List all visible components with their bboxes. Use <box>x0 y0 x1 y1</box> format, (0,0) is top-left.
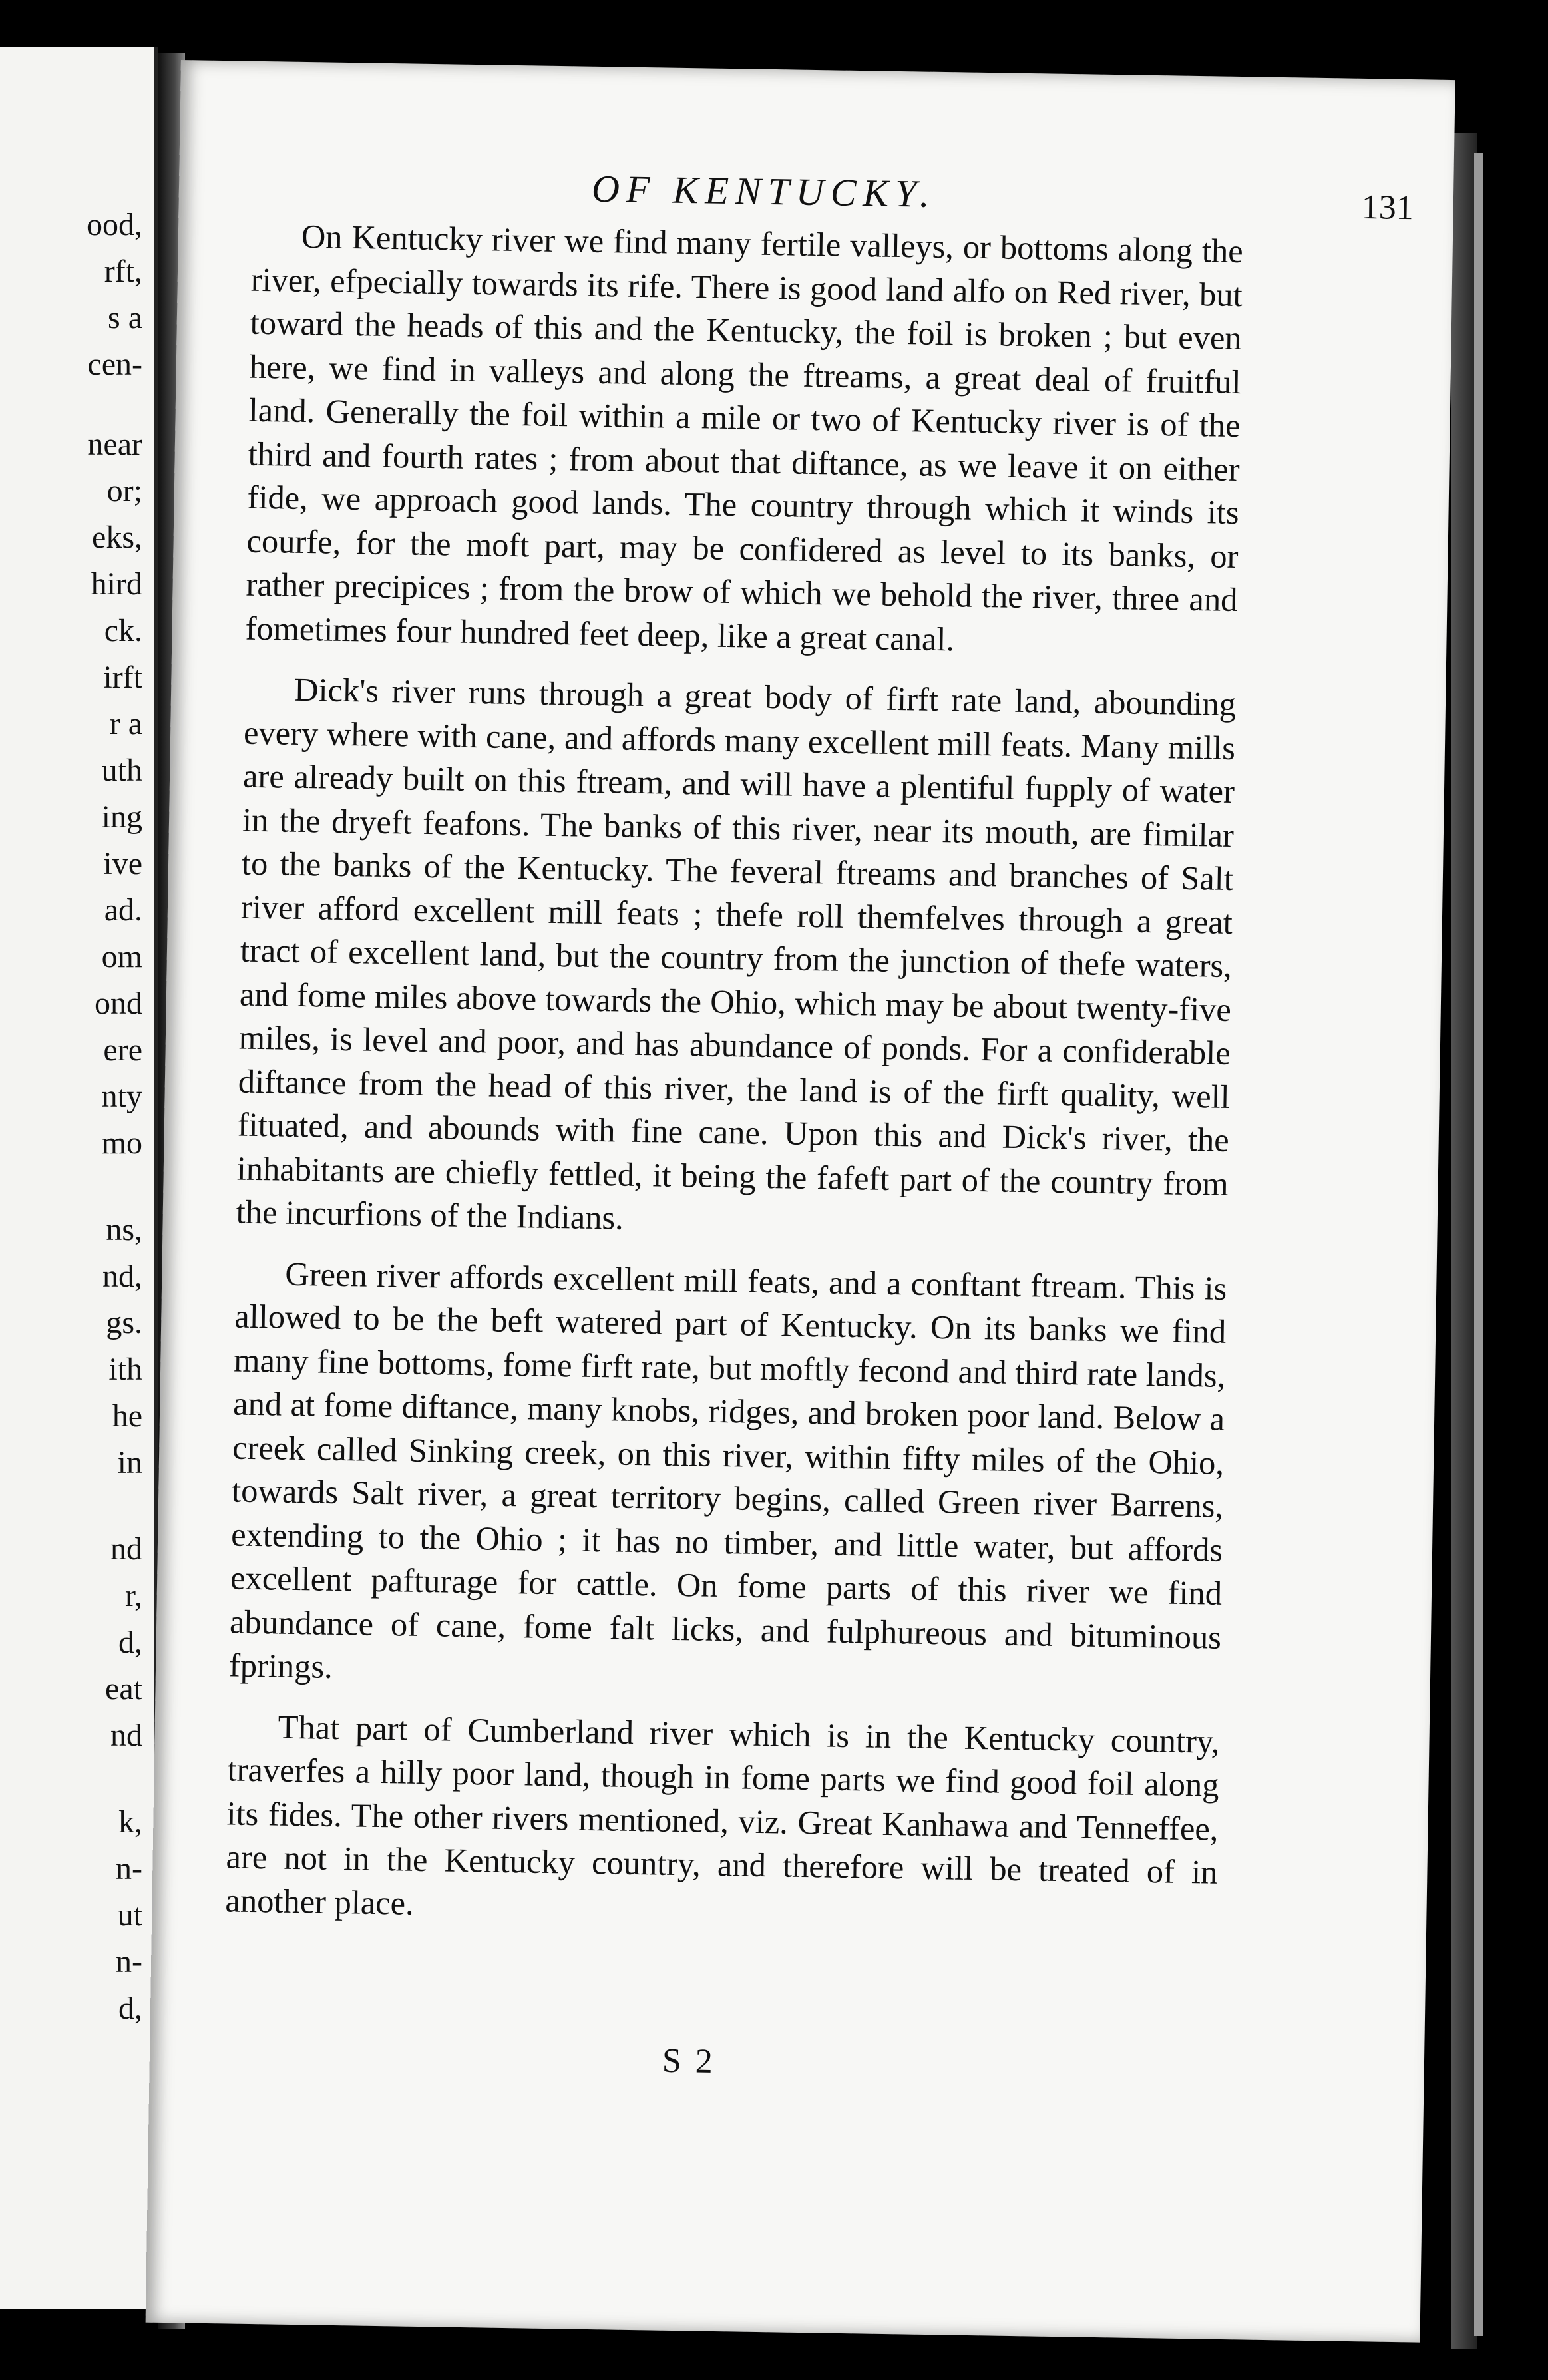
left-fragment: ad. <box>104 892 142 928</box>
left-fragment: near <box>87 427 142 462</box>
left-fragment: ood, <box>87 207 142 242</box>
left-fragment: nd <box>110 1718 142 1753</box>
left-fragment: nd <box>110 1531 142 1567</box>
left-fragment: nty <box>101 1079 142 1114</box>
page-stack-edge <box>1451 133 1477 2349</box>
left-fragment: ere <box>103 1032 142 1068</box>
left-fragment: he <box>112 1398 142 1434</box>
left-fragment: gs. <box>106 1305 142 1340</box>
left-fragment: cen- <box>87 347 142 382</box>
left-fragment: k, <box>118 1804 142 1840</box>
paragraph: That part of Cumberland river which is in the Kentucky country, traverfes a hilly poor land, though in fome parts we find good foil along its fides. The other rivers mentioned, viz. Great Kanhawa and Tenneffee, are not in the Kentucky country, and therefore will be treated of in another place. <box>225 1708 1220 1922</box>
left-fragment: eks, <box>92 520 142 555</box>
left-fragment: ith <box>108 1352 142 1387</box>
left-fragment: ing <box>101 799 142 835</box>
left-fragment: rft, <box>104 254 142 289</box>
left-fragment: nd, <box>102 1259 142 1294</box>
left-fragment: r a <box>109 706 142 741</box>
left-fragment: s a <box>108 300 142 335</box>
left-fragment: om <box>101 939 142 974</box>
running-head: OF KENTUCKY. <box>591 166 937 216</box>
left-fragment: irft <box>103 660 142 695</box>
left-fragment: ond <box>95 986 142 1021</box>
left-fragment: ns, <box>106 1212 142 1247</box>
paragraph: Dick's river runs through a great body of firft rate land, abounding every where with cane, and affords many excellent mill feats. Many mills are already built on this ftream, and will have a plentiful fupply of water in the dryeft feafons. The banks of this river, near its mouth, are fimilar to the banks of the Kentucky. The feveral ftreams and branches of Salt river afford excellent mill feats ; thefe roll themfelves through a great tract of excellent land, but the country from the junction of thefe waters, and fome miles above towards the Ohio, which may be about twenty-five miles, is level and poor, and has abundance of ponds. For a confiderable diftance from the head of this river, the land is of the firft quality, well fituated, and abounds with fine cane. Upon this and Dick's river, the inhabitants are chiefly fettled, it being the fafeft part of the country from the incurfions of the Indians. <box>236 670 1237 1237</box>
left-fragment: n- <box>116 1944 142 1979</box>
left-fragment: r, <box>124 1578 142 1613</box>
page-number: 131 <box>1361 188 1414 228</box>
book-page <box>146 60 1455 2343</box>
previous-page-edge <box>0 47 158 2309</box>
body-text <box>225 214 1244 1955</box>
paragraph: Green river affords excellent mill feats, and a conftant ftream. This is allowed to be the beft watered part of Kentucky. On its banks we find many fine bottoms, fome firft rate, but moftly fecond and third rate lands, and at fome diftance, many knobs, ridges, and broken poor land. Below a creek called Sinking creek, on this river, within fifty miles of the Ohio, towards Salt river, a great territory begins, called Green river Barrens, extending to the Ohio ; it has no timber, and little water, but affords excellent pafturage for cattle. On fome parts of this river we find abundance of cane, fome falt licks, and fulphureous and bituminous fprings. <box>228 1255 1227 1685</box>
left-fragment: d, <box>118 1991 142 2026</box>
left-fragment: or; <box>106 473 142 508</box>
left-fragment: n- <box>116 1851 142 1886</box>
signature-mark: S 2 <box>662 2041 716 2081</box>
left-fragment: mo <box>101 1125 142 1161</box>
left-fragment: ive <box>103 846 142 881</box>
left-fragment: eat <box>105 1671 142 1706</box>
left-fragment: uth <box>101 753 142 788</box>
left-fragment: in <box>117 1445 142 1480</box>
paragraph: On Kentucky river we find many fertile valleys, or bottoms along the river, efpecially towards its rife. There is good land alfo on Red river, but toward the heads of this and the Kentucky, the foil is broken ; but even here, we find in valleys and along the ftreams, a great deal of fruitful land. Generally the foil within a mile or two of Kentucky river is of the third and fourth rates ; from about that diftance, as we leave it on either fide, we approach good lands. The country through which it winds its courfe, for the moft part, may be confidered as level to its banks, or rather precipices ; from the brow of which we behold the river, three and fometimes four hundred feet deep, like a great canal. <box>245 217 1244 658</box>
left-fragment: ut <box>117 1897 142 1933</box>
page-stack-edge-light <box>1474 153 1483 2336</box>
left-fragment: d, <box>118 1625 142 1660</box>
left-fragment: hird <box>91 566 142 602</box>
left-fragment: ck. <box>104 613 142 648</box>
